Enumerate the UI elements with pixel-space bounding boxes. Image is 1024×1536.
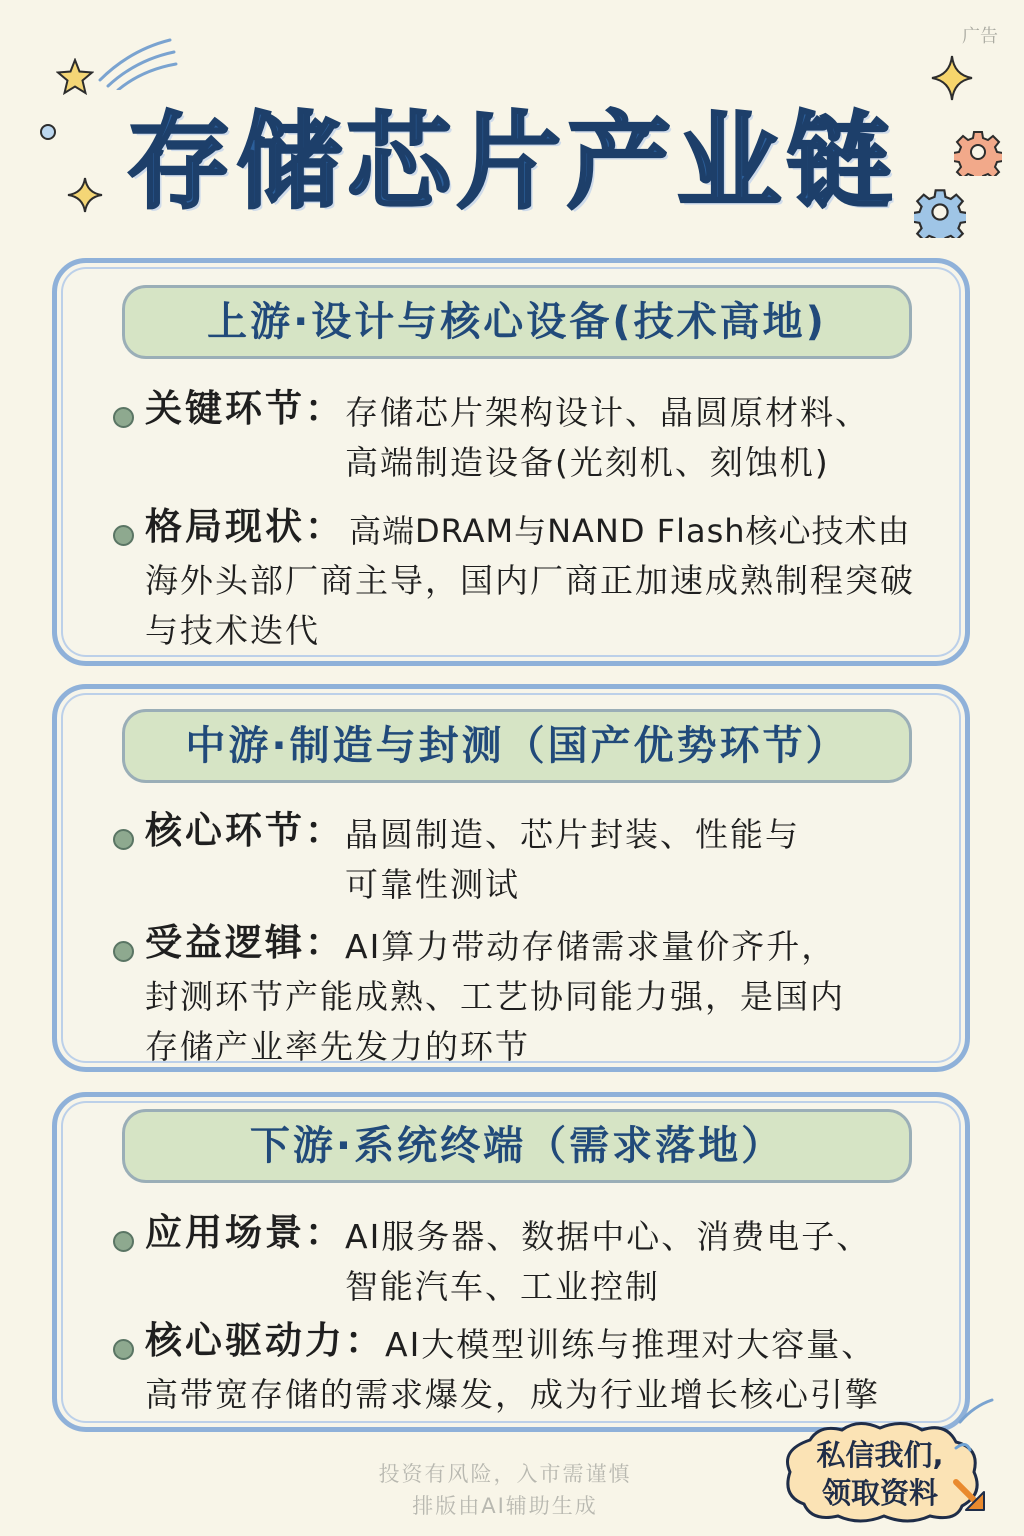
bullet-dot-icon — [113, 829, 134, 850]
item-text-line: 智能汽车、工业控制 — [345, 1267, 660, 1306]
item-text-line: 可靠性测试 — [345, 865, 520, 904]
item-text-line: 高端DRAM与NAND Flash核心技术由 — [349, 512, 911, 550]
item-text-line: 与技术迭代 — [145, 611, 320, 650]
page-title: 存储芯片产业链 — [126, 101, 897, 223]
section-card-upstream — [52, 258, 970, 666]
section-header-midstream: 中游·制造与封测（国产优势环节） — [122, 709, 912, 783]
item-text-line: 高端制造设备(光刻机、刻蚀机) — [345, 443, 830, 482]
item-label: 关键环节： — [145, 387, 345, 430]
item-text-line: 海外头部厂商主导，国内厂商正加速成熟制程突破 — [145, 561, 915, 600]
bullet-dot-icon — [113, 525, 134, 546]
contact-cta-button[interactable] — [780, 1420, 986, 1524]
cta-text-line: 领取资料 — [821, 1476, 938, 1510]
item-text-line: 晶圆制造、芯片封装、性能与 — [345, 815, 800, 854]
speed-lines-icon — [956, 1396, 996, 1426]
bullet-dot-icon — [113, 1231, 134, 1252]
bullet-dot-icon — [113, 407, 134, 428]
section-card-downstream — [52, 1092, 970, 1432]
section-header-downstream: 下游·系统终端（需求落地） — [122, 1109, 912, 1183]
item-label: 核心驱动力： — [145, 1319, 385, 1362]
item-text-line: AI算力带动存储需求量价齐升， — [345, 927, 837, 966]
risk-disclaimer: 投资有风险，入市需谨慎 — [378, 1462, 632, 1486]
item-text-line: AI大模型训练与推理对大容量、 — [385, 1325, 877, 1364]
item-text-line: 封测环节产能成熟、工艺协同能力强，是国内 — [145, 977, 845, 1016]
item-text-line: 高带宽存储的需求爆发，成为行业增长核心引擎 — [145, 1375, 880, 1414]
arrow-icon — [950, 1476, 994, 1520]
item-label: 格局现状： — [145, 505, 345, 548]
ai-note: 排版由AI辅助生成 — [412, 1494, 598, 1518]
bullet-dot-icon — [113, 941, 134, 962]
bullet-dot-icon — [113, 1339, 134, 1360]
section-header-upstream: 上游·设计与核心设备(技术高地) — [122, 285, 912, 359]
item-text-line: AI服务器、数据中心、消费电子、 — [345, 1217, 872, 1256]
item-text-line: 存储产业率先发力的环节 — [145, 1027, 530, 1066]
cta-text-line: 私信我们, — [816, 1438, 944, 1472]
item-label: 受益逻辑： — [145, 921, 345, 964]
item-text-line: 存储芯片架构设计、晶圆原材料、 — [345, 393, 870, 432]
item-label: 核心环节： — [145, 809, 345, 852]
item-label: 应用场景： — [145, 1211, 345, 1254]
ad-tag: 广告 — [962, 26, 998, 47]
section-card-midstream — [52, 684, 970, 1072]
